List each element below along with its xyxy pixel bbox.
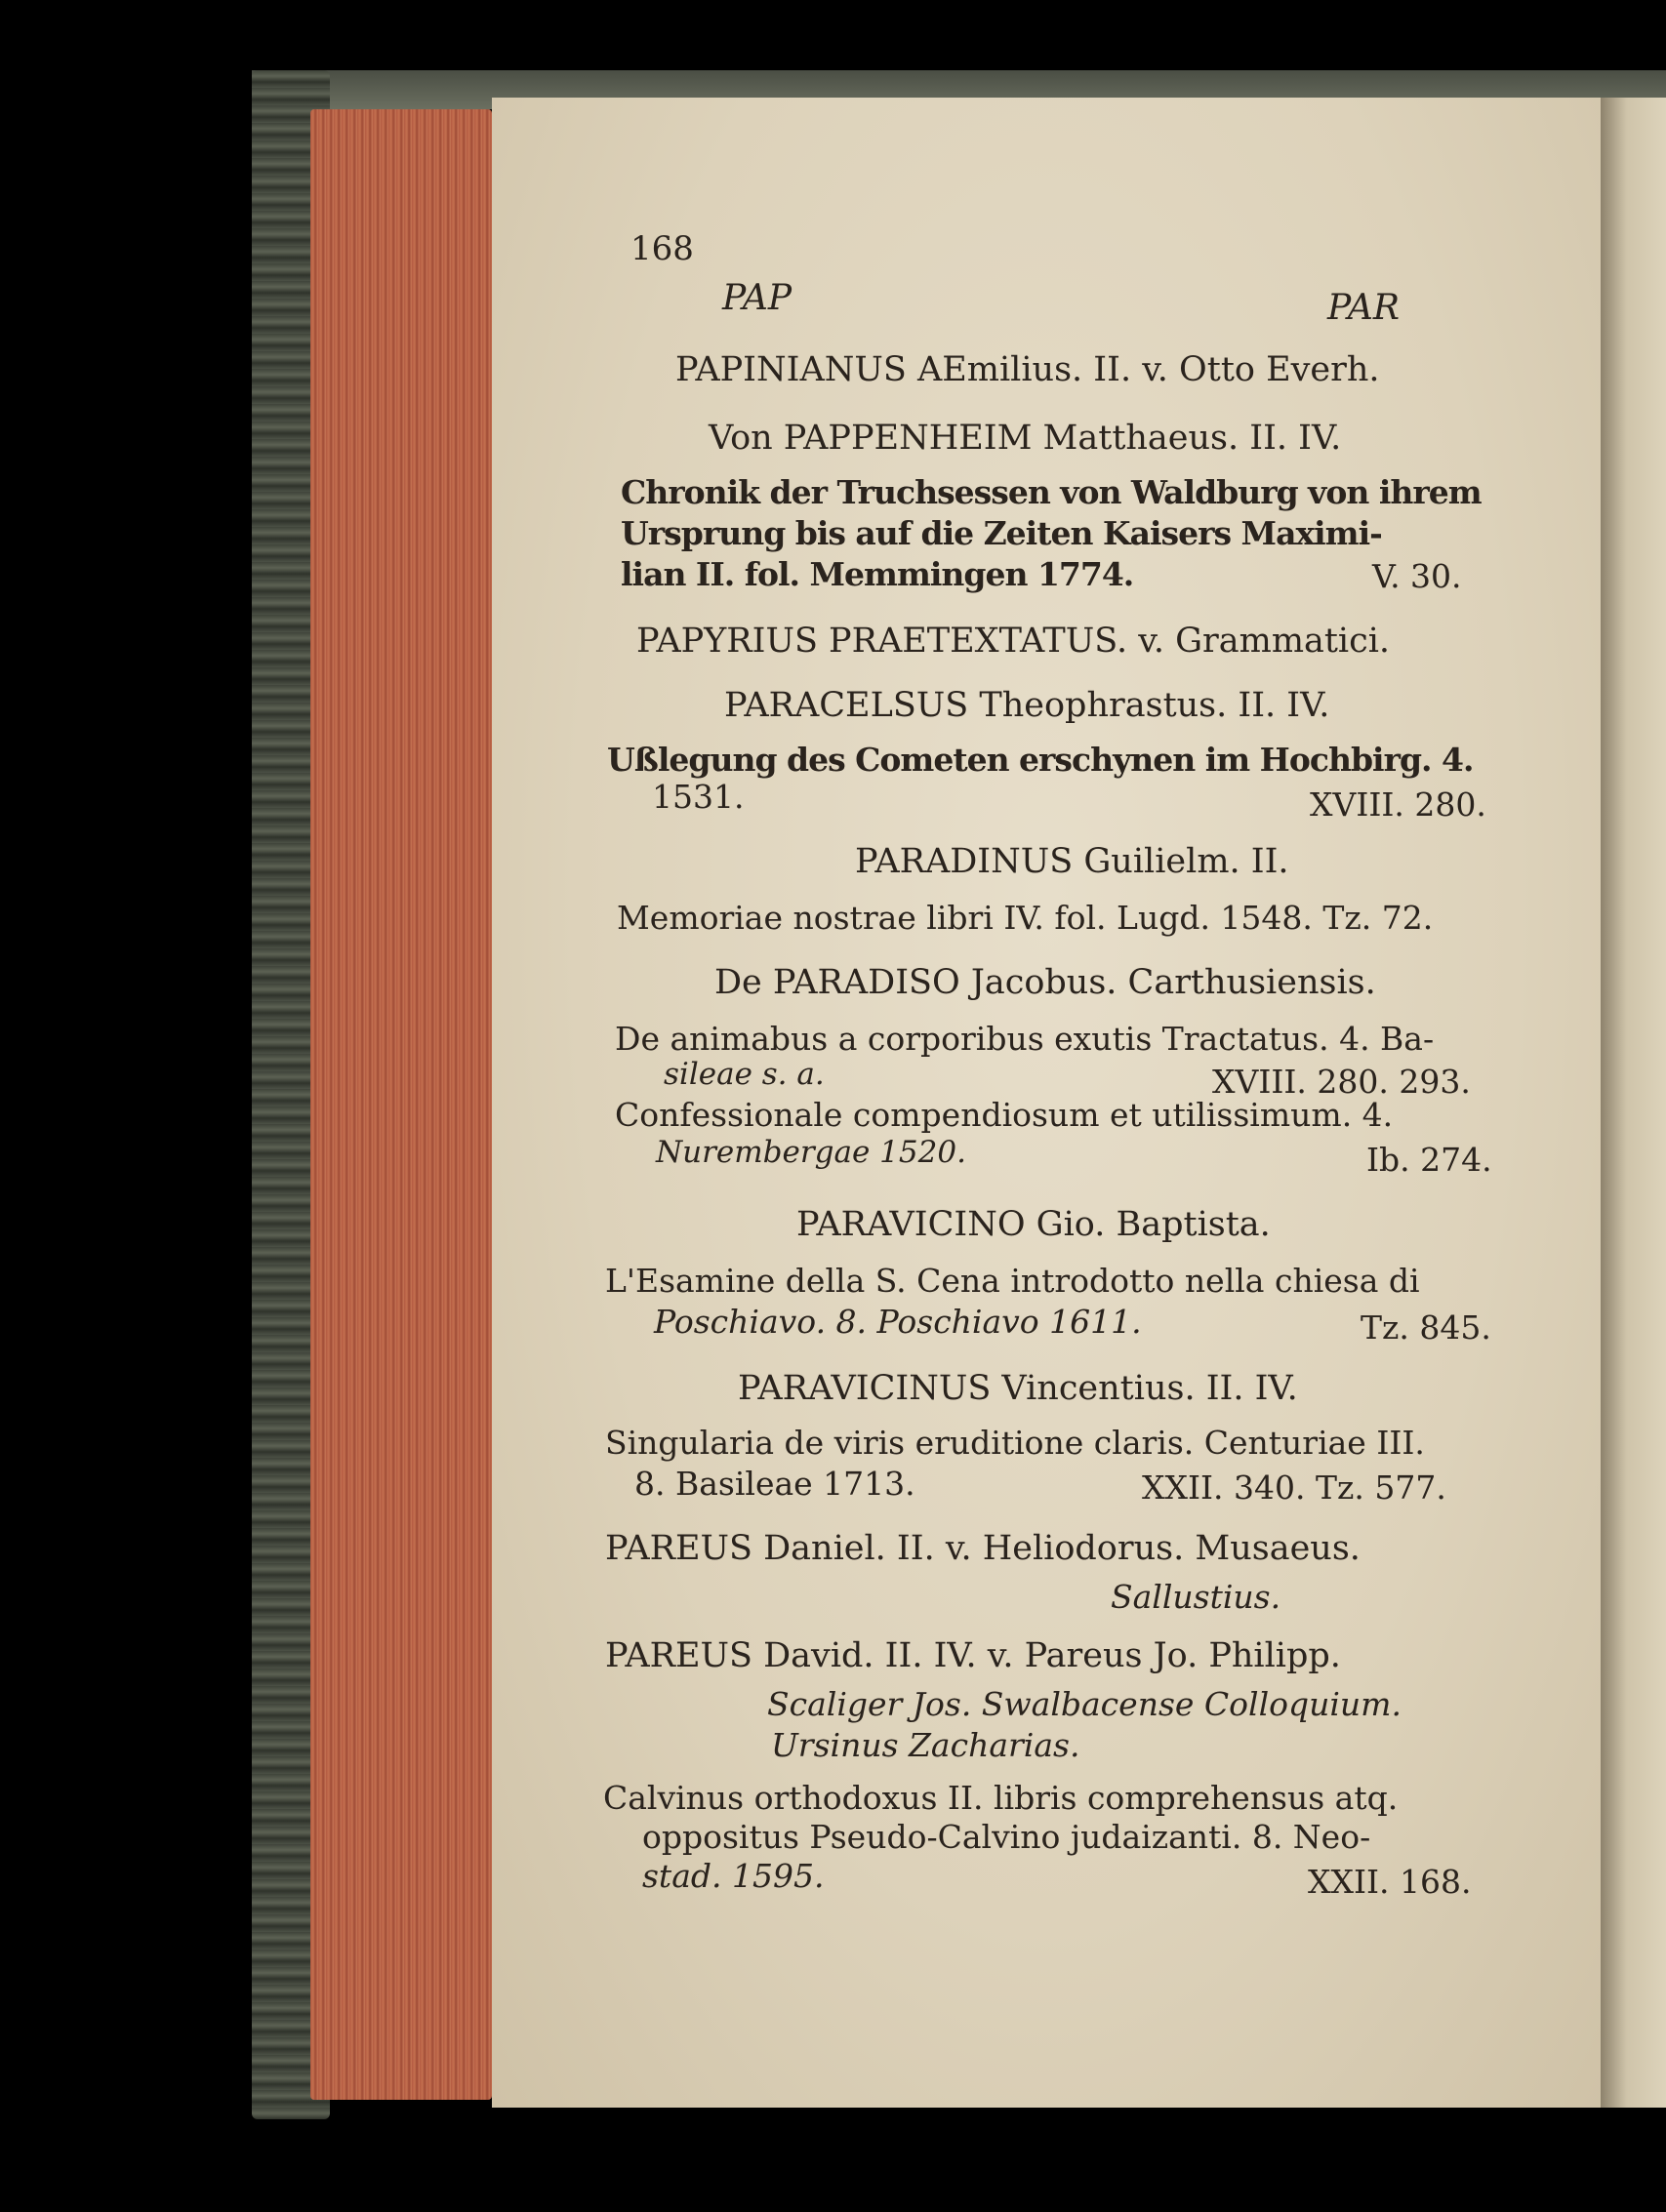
entry-line: Nurembergae 1520. [656,1135,966,1170]
entry-heading: De PARADISO Jacobus. Carthusiensis. [714,963,1376,1002]
entry-line: Ursinus Zacharias. [771,1726,1080,1764]
entry-heading: PAREUS David. II. IV. v. Pareus Jo. Philipp. [605,1636,1341,1675]
entry-heading: PAREUS Daniel. II. v. Heliodorus. Musaeus. [605,1529,1361,1568]
entry-line: 1531. [652,778,745,816]
entry-line: Scaliger Jos. Swalbacense Colloquium. [767,1685,1402,1723]
entry-line: Singularia de viris eruditione claris. Centuriae III. [605,1424,1425,1462]
entry-reference: Tz. 845. [1361,1308,1491,1347]
entry-line: stad. 1595. [642,1857,825,1895]
entry-heading: PAPYRIUS PRAETEXTATUS. v. Grammatici. [636,622,1391,661]
page-number: 168 [630,229,694,268]
entry-line: Chronik der Truchsessen von Waldburg von ihrem [621,473,1482,511]
entry-line: Confessionale compendiosum et utilissimum. 4. [615,1096,1394,1134]
entry-reference: XXII. 168. [1308,1863,1472,1901]
entry-line: Ursprung bis auf die Zeiten Kaisers Maximi- [621,514,1382,552]
entry-reference: XVIII. 280. 293. [1212,1063,1471,1101]
entry-heading: PARAVICINUS Vincentius. II. IV. [738,1369,1298,1408]
entry-line: Memoriae nostrae libri IV. fol. Lugd. 1548. Tz. 72. [617,899,1434,937]
entry-line: Ußlegung des Cometen erschynen im Hochbirg. 4. [607,741,1474,779]
entry-heading: PARADINUS Guilielm. II. [855,842,1289,881]
entry-line: Poschiavo. 8. Poschiavo 1611. [654,1303,1142,1341]
entry-line: L'Esamine della S. Cena introdotto nella chiesa di [605,1262,1420,1300]
entry-line: sileae s. a. [664,1057,825,1092]
page-gutter [1601,98,1666,2108]
entry-line: 8. Basileae 1713. [634,1465,915,1503]
entry-reference: XXII. 340. Tz. 577. [1142,1468,1446,1507]
entry-heading: PARACELSUS Theophrastus. II. IV. [724,686,1330,725]
entry-line: Calvinus orthodoxus II. libris comprehensus atq. [603,1779,1399,1817]
entry-heading: PARAVICINO Gio. Baptista. [796,1205,1271,1244]
entry-heading: Von PAPPENHEIM Matthaeus. II. IV. [709,419,1342,458]
right-guide-word: PAR [1327,288,1401,328]
entry-line: lian II. fol. Memmingen 1774. [621,555,1134,593]
entry-heading: PAPINIANUS AEmilius. II. v. Otto Everh. [675,350,1380,389]
entry-reference: XVIII. 280. [1310,785,1486,824]
entry-line: De animabus a corporibus exutis Tractatus. 4. Ba- [615,1020,1435,1058]
entry-line: oppositus Pseudo-Calvino judaizanti. 8. Neo- [642,1818,1371,1856]
entry-reference: Ib. 274. [1366,1141,1492,1179]
page-edges [310,109,492,2100]
entry-line: Sallustius. [1111,1578,1281,1616]
entry-reference: V. 30. [1372,557,1462,595]
left-guide-word: PAP [722,278,792,318]
